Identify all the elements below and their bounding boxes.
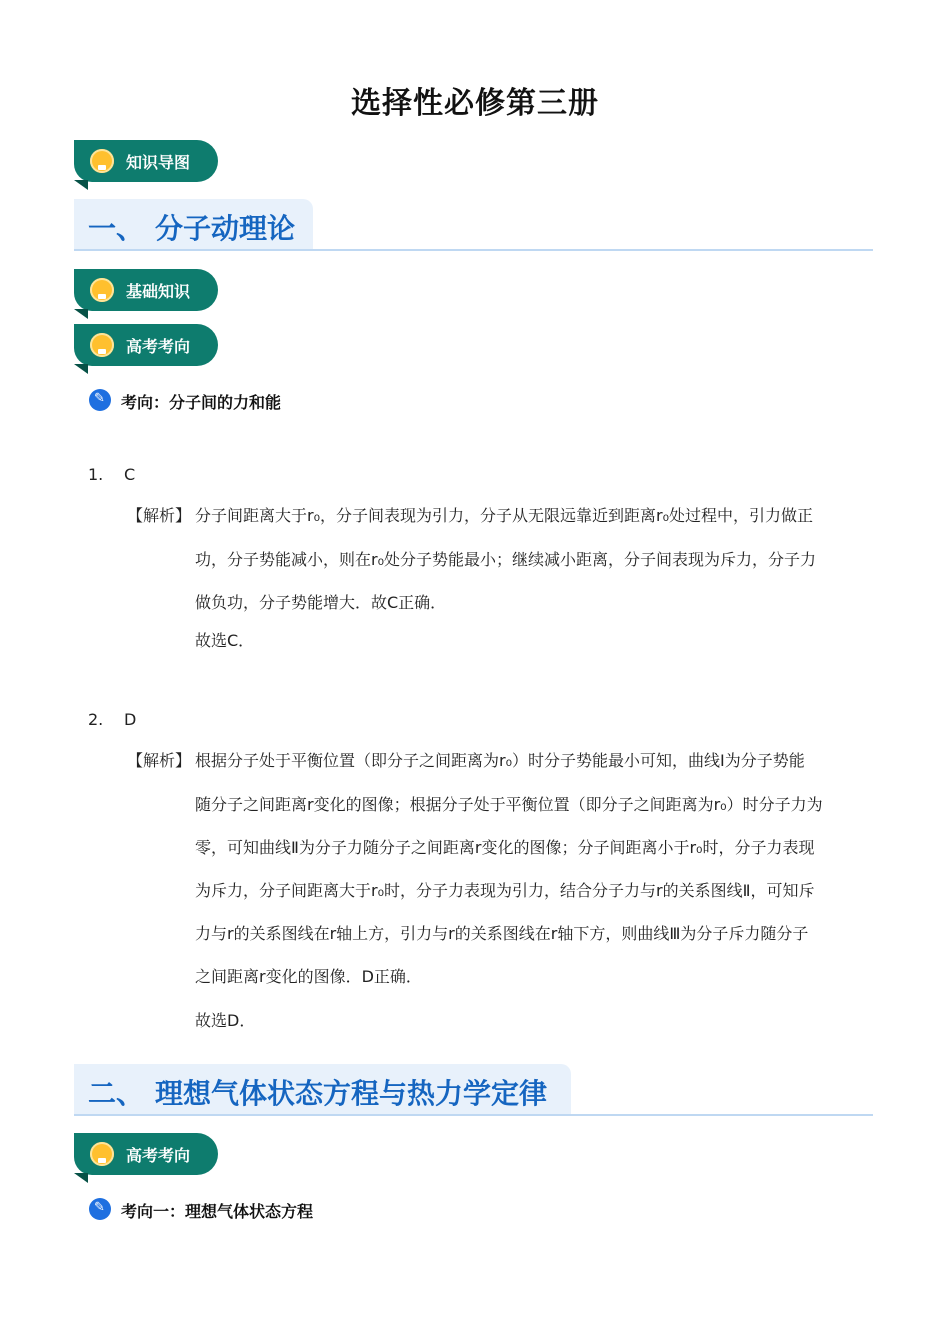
tag-basics (74, 269, 218, 319)
tag-label: 知识导图 (126, 153, 191, 172)
lightbulb-icon (90, 278, 114, 302)
conclusion-line: 故选D． (195, 1011, 256, 1030)
topic-heading: 考向一：理想气体状态方程 (121, 1202, 314, 1221)
question-number: 2. (88, 710, 104, 729)
pencil-icon: ✎ (89, 1198, 111, 1220)
analysis-tag: 【解析】 (127, 751, 192, 770)
tag-label: 高考考向 (126, 337, 191, 356)
tag-mind-map (74, 140, 218, 190)
tag-exam-direction (74, 324, 218, 374)
analysis-line: 力与r的关系图线在r轴上方，引力与r的关系图线在r轴下方，则曲线Ⅲ为分子斥力随分子 (195, 924, 809, 943)
page-title: 选择性必修第三册 (351, 86, 599, 121)
section-number: 二、 (88, 1077, 145, 1110)
section-divider (74, 249, 873, 251)
analysis-line: 为斥力，分子间距离大于r₀时，分子力表现为引力，结合分子力与r的关系图线Ⅱ，可知斥 (195, 881, 815, 900)
lightbulb-icon (90, 149, 114, 173)
section-title: 分子动理论 (155, 212, 296, 245)
topic-heading: 考向：分子间的力和能 (121, 393, 282, 412)
section-divider (74, 1114, 873, 1116)
analysis-line: 之间距离r变化的图像．D正确． (195, 967, 422, 986)
tag-label: 高考考向 (126, 1146, 191, 1165)
analysis-tag: 【解析】 (127, 506, 192, 525)
section-title: 理想气体状态方程与热力学定律 (155, 1077, 548, 1110)
section-number: 一、 (88, 212, 145, 245)
lightbulb-icon (90, 1142, 114, 1166)
analysis-line: 根据分子处于平衡位置（即分子之间距离为r₀）时分子势能最小可知，曲线Ⅰ为分子势能 (195, 751, 805, 770)
analysis-line: 随分子之间距离r变化的图像；根据分子处于平衡位置（即分子之间距离为r₀）时分子力为 (195, 795, 823, 814)
lightbulb-icon (90, 333, 114, 357)
question-number: 1. (88, 465, 104, 484)
tag-label: 基础知识 (126, 282, 191, 301)
analysis-line: 零，可知曲线Ⅱ为分子力随分子之间距离r变化的图像；分子间距离小于r₀时，分子力表现 (195, 838, 815, 857)
question-answer: C (124, 465, 136, 484)
conclusion-line: 故选C． (195, 631, 255, 650)
tag-exam-direction (74, 1133, 218, 1183)
analysis-line: 分子间距离大于r₀，分子间表现为引力，分子从无限远靠近到距离r₀处过程中，引力做正 (195, 506, 813, 525)
pencil-icon: ✎ (89, 389, 111, 411)
question-answer: D (124, 710, 137, 729)
analysis-line: 功，分子势能减小，则在r₀处分子势能最小；继续减小距离，分子间表现为斥力，分子力 (195, 550, 816, 569)
analysis-line: 做负功，分子势能增大．故C正确． (195, 593, 447, 612)
